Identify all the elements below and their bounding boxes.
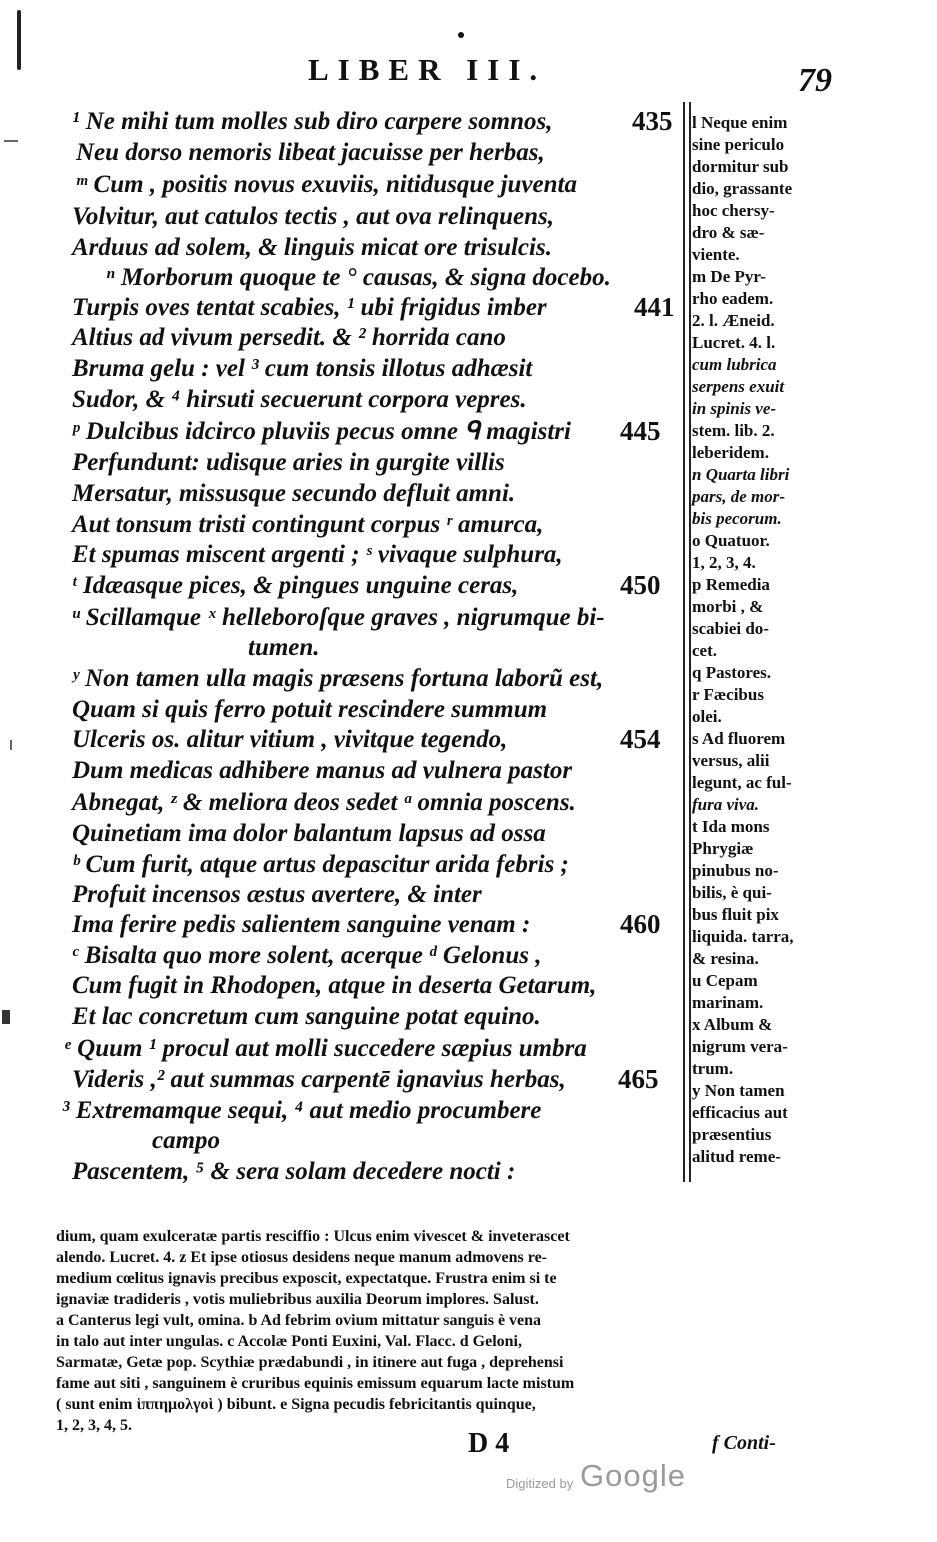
verse-line: ¹ Ne mihi tum molles sub diro carpere somnos, — [72, 108, 553, 135]
note-line: stem. lib. 2. — [692, 421, 775, 440]
note-line: x Album & — [692, 1015, 773, 1034]
verse-line: Cum fugit in Rhodopen, atque in deserta Getarum, — [72, 972, 597, 999]
note-line: viente. — [692, 245, 740, 264]
verse-line: ᵉ Quum ¹ procul aut molli succedere sæpius umbra — [64, 1035, 587, 1062]
note-line: leberidem. — [692, 443, 769, 462]
page-number: 79 — [798, 62, 832, 99]
note-line: r Fæcibus — [692, 685, 764, 704]
note-line: efficacius aut — [692, 1103, 788, 1122]
verse-line: ᵐ Cum , positis novus exuviis, nitidusque juventa — [76, 171, 577, 198]
note-line: legunt, ac ful- — [692, 773, 792, 792]
note-line: hoc chersy- — [692, 201, 775, 220]
verse-line: Pascentem, ⁵ & sera solam decedere nocti : — [72, 1158, 516, 1185]
footnote-line: Sarmatæ, Getæ pop. Scythiæ prædabundi , in itinere aut fuga , deprehensi — [56, 1354, 564, 1371]
note-line: & resina. — [692, 949, 759, 968]
verse-line: ʸ Non tamen ulla magis præsens fortuna laborũ est, — [72, 665, 604, 692]
note-line: bilis, è qui- — [692, 883, 772, 902]
verse-line: Altius ad vivum persedit. & ² horrida cano — [72, 324, 506, 351]
note-line: dormitur sub — [692, 157, 789, 176]
note-line: m De Pyr- — [692, 267, 766, 286]
note-line: serpens exuit — [692, 377, 785, 396]
note-line: 2. l. Æneid. — [692, 311, 775, 330]
verse-line: Ima ferire pedis salientem sanguine venam : — [72, 911, 531, 938]
note-line: præsentius — [692, 1125, 772, 1144]
verse-line: Turpis oves tentat scabies, ¹ ubi frigidus imber — [72, 294, 547, 321]
margin-tick-mark — [10, 740, 12, 750]
note-line: s Ad fluorem — [692, 729, 786, 748]
note-line: q Pastores. — [692, 663, 772, 682]
verse-line: Aut tonsum tristi contingunt corpus ʳ amurca, — [72, 511, 544, 538]
verse-line: Arduus ad solem, & linguis micat ore trisulcis. — [72, 234, 552, 261]
note-line: bis pecorum. — [692, 509, 782, 528]
note-line: Lucret. 4. l. — [692, 333, 776, 352]
verse-line: Profuit incensos æstus avertere, & inter — [72, 881, 482, 908]
verse-line: ᵗ Idæasque pices, & pingues unguine ceras, — [72, 572, 519, 599]
verse-line: Mersatur, missusque secundo defluit amni. — [72, 480, 516, 507]
line-number: 441 — [634, 292, 675, 322]
line-number: 435 — [632, 106, 673, 136]
verse-line: Sudor, & ⁴ hirsuti secuerunt corpora vepres. — [72, 386, 527, 413]
note-line: pars, de mor- — [692, 487, 786, 506]
verse-line: Volvitur, aut catulos tectis , aut ova relinquens, — [72, 203, 555, 230]
verse-line: Dum medicas adhibere manus ad vulnera pastor — [72, 757, 573, 784]
margin-pencil-mark — [17, 10, 21, 70]
note-line: 1, 2, 3, 4. — [692, 553, 756, 572]
top-dot — [458, 32, 464, 38]
watermark-brand: Google — [580, 1458, 686, 1493]
footnote-line: in talo aut inter ungulas. c Accolæ Ponti Euxini, Val. Flacc. d Geloni, — [56, 1333, 522, 1350]
margin-tick-mark — [4, 140, 18, 142]
note-line: bus fluit pix — [692, 905, 779, 924]
note-line: trum. — [692, 1059, 734, 1078]
running-head: LIBER III. — [308, 52, 547, 87]
verse-line: ᵖ Dulcibus idcirco pluviis pecus omne ᑫ magistri — [72, 418, 571, 445]
verse-line: campo — [152, 1127, 221, 1154]
note-line: morbi , & — [692, 597, 764, 616]
verse-line: Quinetiam ima dolor balantum lapsus ad ossa — [72, 820, 546, 847]
signature-mark: D 4 — [468, 1428, 510, 1459]
line-number: 465 — [618, 1064, 659, 1094]
note-line: marinam. — [692, 993, 764, 1012]
line-number: 450 — [620, 570, 661, 600]
verse-line: Quam si quis ferro potuit rescindere summum — [72, 696, 548, 723]
note-line: nigrum vera- — [692, 1037, 788, 1056]
note-line: in spinis ve- — [692, 399, 777, 418]
footnote-line: alendo. Lucret. 4. z Et ipse otiosus desidens neque manum admovens re- — [56, 1249, 547, 1266]
verse-line: Bruma gelu : vel ³ cum tonsis illotus adhæsit — [72, 355, 533, 382]
verse-line: ³ Extremamque sequi, ⁴ aut medio procumbere — [62, 1097, 542, 1124]
note-line: l Neque enim — [692, 113, 788, 132]
note-line: olei. — [692, 707, 722, 726]
verse-line: Et lac concretum cum sanguine potat equino. — [72, 1003, 541, 1030]
verse-line: Et spumas miscent argenti ; ˢ vivaque sulphura, — [72, 541, 563, 568]
footnotes — [56, 1226, 816, 1436]
note-line: u Cepam — [692, 971, 758, 990]
footnote-line: dium, quam exulceratæ partis resciffio : Ulcus enim vivescet & inveterascet — [56, 1228, 570, 1245]
note-line: scabiei do- — [692, 619, 769, 638]
verse-line: ᶜ Bisalta quo more solent, acerque ᵈ Gelonus , — [72, 942, 542, 969]
margin-tick-mark — [2, 1010, 10, 1024]
note-line: cet. — [692, 641, 718, 660]
line-number: 445 — [620, 416, 661, 446]
line-number: 460 — [620, 909, 661, 939]
verse-line: Videris ,² aut summas carpentē ignavius herbas, — [72, 1066, 566, 1093]
footnote-line: medium cœlitus ignavis precibus exposcit, expectatque. Frustra enim si te — [56, 1270, 557, 1287]
verse-line: Abnegat, ᶻ & meliora deos sedet ᵃ omnia poscens. — [72, 789, 576, 816]
note-line: pinubus no- — [692, 861, 779, 880]
verse-line: ⁿ Morborum quoque te ° causas, & signa docebo. — [106, 264, 611, 291]
footnote-line: ( sunt enim ἱππημολγοὶ ) bibunt. e Signa pecudis febricitantis quinque, — [56, 1396, 536, 1413]
note-line: rho eadem. — [692, 289, 774, 308]
note-line: fura viva. — [692, 795, 760, 814]
note-line: liquida. tarra, — [692, 927, 794, 946]
footnote-line: a Canterus legi vult, omina. b Ad febrim ovium mittatur sanguis è vena — [56, 1312, 542, 1329]
note-line: n Quarta libri — [692, 465, 790, 484]
verse-line: tumen. — [248, 634, 320, 661]
note-line: versus, alii — [692, 751, 770, 770]
verse-line: Ulceris os. alitur vitium , vivitque tegendo, — [72, 726, 508, 753]
note-line: dio, grassante — [692, 179, 793, 198]
note-line: sine periculo — [692, 135, 785, 154]
note-line: t Ida mons — [692, 817, 770, 836]
footnote-line: 1, 2, 3, 4, 5. — [56, 1417, 132, 1434]
column-rule — [689, 102, 691, 1182]
catchword: f Conti- — [712, 1432, 776, 1454]
note-line: Phrygiæ — [692, 839, 754, 858]
line-number: 454 — [620, 724, 661, 754]
note-line: alitud reme- — [692, 1147, 781, 1166]
verse-line: Neu dorso nemoris libeat jacuisse per herbas, — [76, 139, 545, 166]
verse-line: ᵇ Cum furit, atque artus depascitur arida febris ; — [72, 851, 569, 878]
note-line: dro & sæ- — [692, 223, 765, 242]
verse-line: Perfundunt: udisque aries in gurgite villis — [72, 449, 505, 476]
note-line: o Quatuor. — [692, 531, 770, 550]
note-line: y Non tamen — [692, 1081, 785, 1100]
footnote-line: ignaviæ tradideris , votis muliebribus auxilia Deorum implores. Salust. — [56, 1291, 539, 1308]
note-line: p Remedia — [692, 575, 770, 594]
note-line: cum lubrica — [692, 355, 777, 374]
verse-line: ᵘ Scillamque ˣ helleboroſque graves , nigrumque bi- — [72, 604, 605, 631]
footnote-line: fame aut siti , sanguinem è cruribus equinis emissum equarum lacte mistum — [56, 1375, 575, 1392]
marginal-notes — [692, 112, 837, 1168]
column-rule — [683, 102, 685, 1182]
watermark-prefix: Digitized by — [506, 1476, 574, 1491]
